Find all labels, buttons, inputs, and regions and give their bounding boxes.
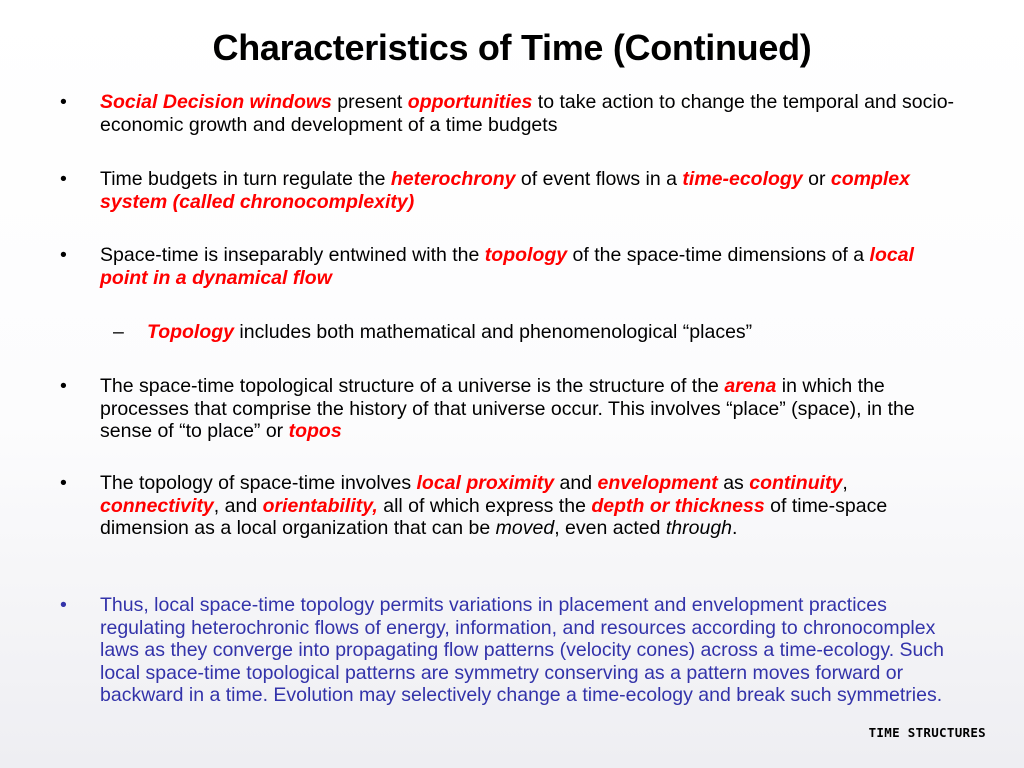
emphasis-term: local proximity xyxy=(416,472,555,494)
bullet-marker: • xyxy=(60,472,67,494)
bullet-space-time-topology xyxy=(60,244,960,289)
emphasis-term: local point in a dynamical flow xyxy=(100,244,914,289)
body-text: or xyxy=(802,168,831,190)
emphasis-term: opportunities xyxy=(407,91,533,113)
body-text: , and xyxy=(213,494,263,517)
body-text: of the space-time dimensions of a xyxy=(567,244,870,266)
sub-bullet-topology xyxy=(113,321,957,344)
body-text: includes both mathematical and phenomenological “places” xyxy=(234,321,753,343)
body-text: and xyxy=(554,472,598,494)
body-text: of event flows in a xyxy=(515,168,683,190)
body-text: Time budgets in turn regulate the xyxy=(100,168,391,190)
emphasis-term: connectivity xyxy=(100,494,214,517)
emphasis-term: Topology xyxy=(147,321,235,343)
body-text: of time-space dimension as a local organization that can be xyxy=(100,494,888,539)
bullet-conclusion xyxy=(60,594,960,707)
italic-term: moved xyxy=(495,517,555,539)
body-text: Thus, local space-time topology permits variations in placement and envelopment practices regulating heterochronic flows of energy, information, and resources according to chronocomplex laws as they converge into propagating flow patterns (velocity cones) across a time-ecology. Such local space-time topological patterns are symmetry conserving as a pattern moves forward or backward in a time. Evolution may selectively change a time-ecology and break such symmetries. xyxy=(100,594,944,706)
emphasis-term: heterochrony xyxy=(390,168,516,190)
bullet-local-proximity xyxy=(60,472,960,540)
bullet-social-decision-windows xyxy=(60,91,960,136)
emphasis-term: depth or thickness xyxy=(591,494,765,517)
bullet-marker: • xyxy=(60,91,67,113)
body-text: as xyxy=(717,472,750,494)
emphasis-term: complex system (called chronocomplexity) xyxy=(100,168,910,213)
body-text: present xyxy=(331,91,408,113)
emphasis-term: arena xyxy=(724,375,777,397)
italic-term: through xyxy=(665,517,733,539)
bullet-marker: • xyxy=(60,244,67,266)
body-text: The space-time topological structure of a universe is the structure of the xyxy=(100,375,725,397)
sub-bullet-marker: – xyxy=(113,321,124,343)
bullet-marker: • xyxy=(60,594,67,616)
emphasis-term: continuity xyxy=(749,472,843,494)
emphasis-term: time-ecology xyxy=(682,168,803,190)
slide-title: Characteristics of Time (Continued) xyxy=(212,27,812,68)
bullet-time-budgets xyxy=(60,168,960,213)
body-text: in which the processes that comprise the history of that universe occur. This involves “place” (space), in the sense of “to place” or xyxy=(100,375,915,442)
body-text: The topology of space-time involves xyxy=(100,472,417,494)
body-text: , even acted xyxy=(554,517,666,539)
body-text: Space-time is inseparably entwined with the xyxy=(100,244,485,266)
bullet-marker: • xyxy=(60,375,67,397)
emphasis-term: Social Decision windows xyxy=(100,91,332,113)
body-text: all of which express the xyxy=(377,494,592,517)
emphasis-term: topos xyxy=(288,420,342,442)
emphasis-term: topology xyxy=(484,244,568,266)
emphasis-term: orientability, xyxy=(262,494,378,517)
bullet-arena xyxy=(60,375,960,443)
body-text: to take action to change the temporal and socio-economic growth and development of a time budgets xyxy=(100,91,955,136)
footer-label: TIME STRUCTURES xyxy=(868,725,986,740)
bullet-marker: • xyxy=(60,168,67,190)
emphasis-term: envelopment xyxy=(597,472,718,494)
body-text: , xyxy=(842,472,848,494)
body-text: . xyxy=(732,517,738,539)
